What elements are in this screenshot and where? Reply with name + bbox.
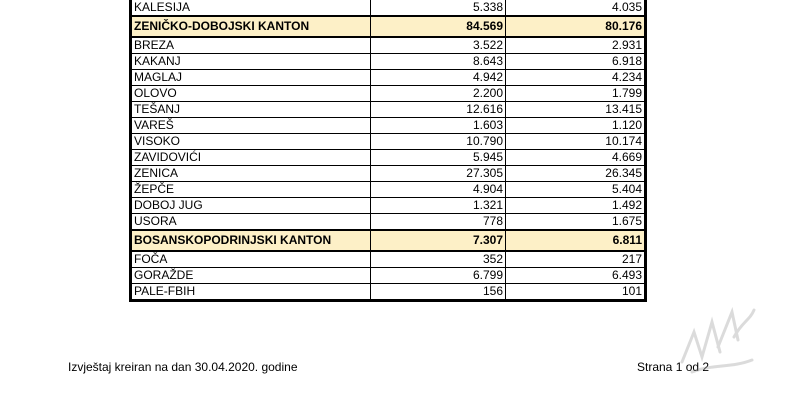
municipality-name-cell: BREZA [131,37,371,54]
municipality-name-cell: ZAVIDOVIĆI [131,150,371,166]
value-2-cell: 1.675 [506,214,646,231]
municipality-name-cell: PALE-FBIH [131,284,371,301]
table-row [131,37,646,54]
value-1-cell: 352 [371,251,506,268]
canton-row [131,16,646,37]
value-1-cell: 27.305 [371,166,506,182]
value-2-cell: 2.931 [506,37,646,54]
signature-watermark-icon [672,292,762,382]
municipality-name-cell: KALESIJA [131,0,371,16]
value-1-cell: 3.522 [371,37,506,54]
value-1-cell: 84.569 [371,16,506,37]
table-row [131,166,646,182]
value-1-cell: 4.904 [371,182,506,198]
report-created-date: Izvještaj kreiran na dan 30.04.2020. godine [68,360,298,374]
municipality-name-cell: TEŠANJ [131,102,371,118]
table-row [131,134,646,150]
value-1-cell: 6.799 [371,268,506,284]
value-2-cell: 101 [506,284,646,301]
table-row [131,214,646,231]
value-1-cell: 8.643 [371,54,506,70]
municipality-name-cell: MAGLAJ [131,70,371,86]
value-1-cell: 7.307 [371,230,506,251]
value-2-cell: 4.035 [506,0,646,16]
value-2-cell: 1.492 [506,198,646,214]
table-row [131,118,646,134]
value-2-cell: 1.120 [506,118,646,134]
value-2-cell: 6.811 [506,230,646,251]
value-2-cell: 80.176 [506,16,646,37]
municipality-name-cell: KAKANJ [131,54,371,70]
value-2-cell: 13.415 [506,102,646,118]
table-row [131,251,646,268]
value-2-cell: 26.345 [506,166,646,182]
table-row [131,182,646,198]
value-1-cell: 12.616 [371,102,506,118]
value-1-cell: 10.790 [371,134,506,150]
value-2-cell: 1.799 [506,86,646,102]
value-2-cell: 10.174 [506,134,646,150]
value-1-cell: 1.321 [371,198,506,214]
municipality-name-cell: DOBOJ JUG [131,198,371,214]
page-number: Strana 1 od 2 [637,360,710,374]
value-1-cell: 156 [371,284,506,301]
value-1-cell: 5.338 [371,0,506,16]
value-1-cell: 2.200 [371,86,506,102]
municipality-name-cell: OLOVO [131,86,371,102]
municipality-name-cell: ŽEPČE [131,182,371,198]
table-row [131,70,646,86]
value-1-cell: 778 [371,214,506,231]
value-1-cell: 4.942 [371,70,506,86]
table-row [131,102,646,118]
value-2-cell: 4.234 [506,70,646,86]
table-row [131,86,646,102]
value-2-cell: 217 [506,251,646,268]
table-row [131,54,646,70]
value-1-cell: 1.603 [371,118,506,134]
canton-row [131,230,646,251]
municipality-name-cell: ZENIČKO-DOBOJSKI KANTON [131,16,371,37]
municipality-name-cell: VISOKO [131,134,371,150]
value-2-cell: 6.918 [506,54,646,70]
municipality-name-cell: BOSANSKOPODRINJSKI KANTON [131,230,371,251]
municipality-name-cell: USORA [131,214,371,231]
municipality-name-cell: GORAŽDE [131,268,371,284]
value-2-cell: 4.669 [506,150,646,166]
table-row [131,198,646,214]
value-2-cell: 5.404 [506,182,646,198]
table-row [131,284,646,301]
municipality-name-cell: VAREŠ [131,118,371,134]
municipality-table [129,0,647,302]
table-row [131,268,646,284]
value-1-cell: 5.945 [371,150,506,166]
municipality-name-cell: FOČA [131,251,371,268]
table-row [131,0,646,16]
table-row [131,150,646,166]
value-2-cell: 6.493 [506,268,646,284]
municipality-name-cell: ZENICA [131,166,371,182]
